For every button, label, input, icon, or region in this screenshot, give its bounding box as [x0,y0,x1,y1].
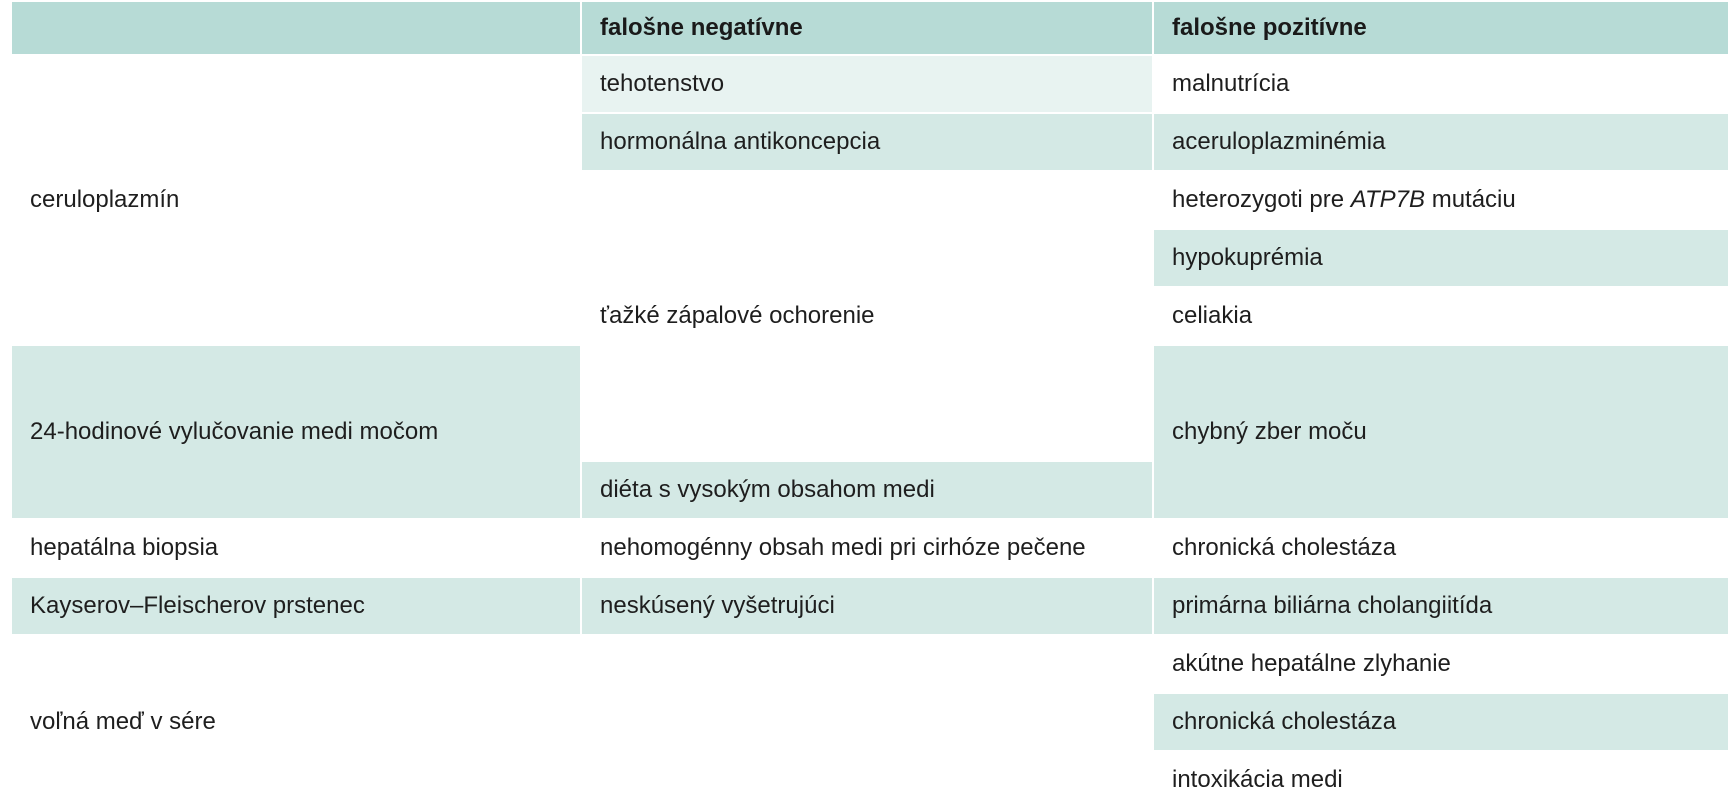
positive-text: heterozygoti pre [1172,186,1345,213]
table-row [11,635,1729,693]
positive-cell: diéta s vysokým obsahom medi [581,461,1153,519]
positive-cell: aceruloplazminémia [1153,113,1729,171]
header-false-positive: falošne pozitívne [1153,1,1729,55]
test-ceruloplazmin: ceruloplazmín [11,55,581,345]
table-row [11,55,1729,113]
header-test [11,1,581,55]
positive-cell [1153,171,1729,229]
negative-cell: neskúsený vyšetrujúci [581,577,1153,635]
header-row [11,1,1729,55]
negative-cell: ťažké zápalové ochorenie [581,171,1153,461]
gene-name: ATP7B [1350,186,1426,213]
header-false-negative: falošne negatívne [581,1,1153,55]
positive-cell: primárna biliárna cholangiitída [1153,577,1729,635]
negative-cell [581,635,1153,809]
test-liver-biopsy: hepatálna biopsia [11,519,581,577]
positive-cell: intoxikácia medi [1153,751,1729,809]
results-table [10,0,1730,810]
negative-cell: hormonálna antikoncepcia [581,113,1153,171]
table-row [11,519,1729,577]
positive-text: mutáciu [1431,186,1516,213]
negative-cell: nehomogénny obsah medi pri cirhóze pečene [581,519,1153,577]
positive-cell: celiakia [1153,287,1729,345]
positive-cell: malnutrícia [1153,55,1729,113]
test-urine-copper: 24-hodinové vylučovanie medi močom [11,345,581,519]
positive-cell: hypokuprémia [1153,229,1729,287]
test-free-copper: voľná meď v sére [11,635,581,809]
positive-cell: chronická cholestáza [1153,519,1729,577]
table-row [11,577,1729,635]
negative-cell: tehotenstvo [581,55,1153,113]
positive-cell: chronická cholestáza [1153,693,1729,751]
test-kf-ring: Kayserov–Fleischerov prstenec [11,577,581,635]
negative-cell: chybný zber moču [1153,345,1729,519]
positive-cell: akútne hepatálne zlyhanie [1153,635,1729,693]
